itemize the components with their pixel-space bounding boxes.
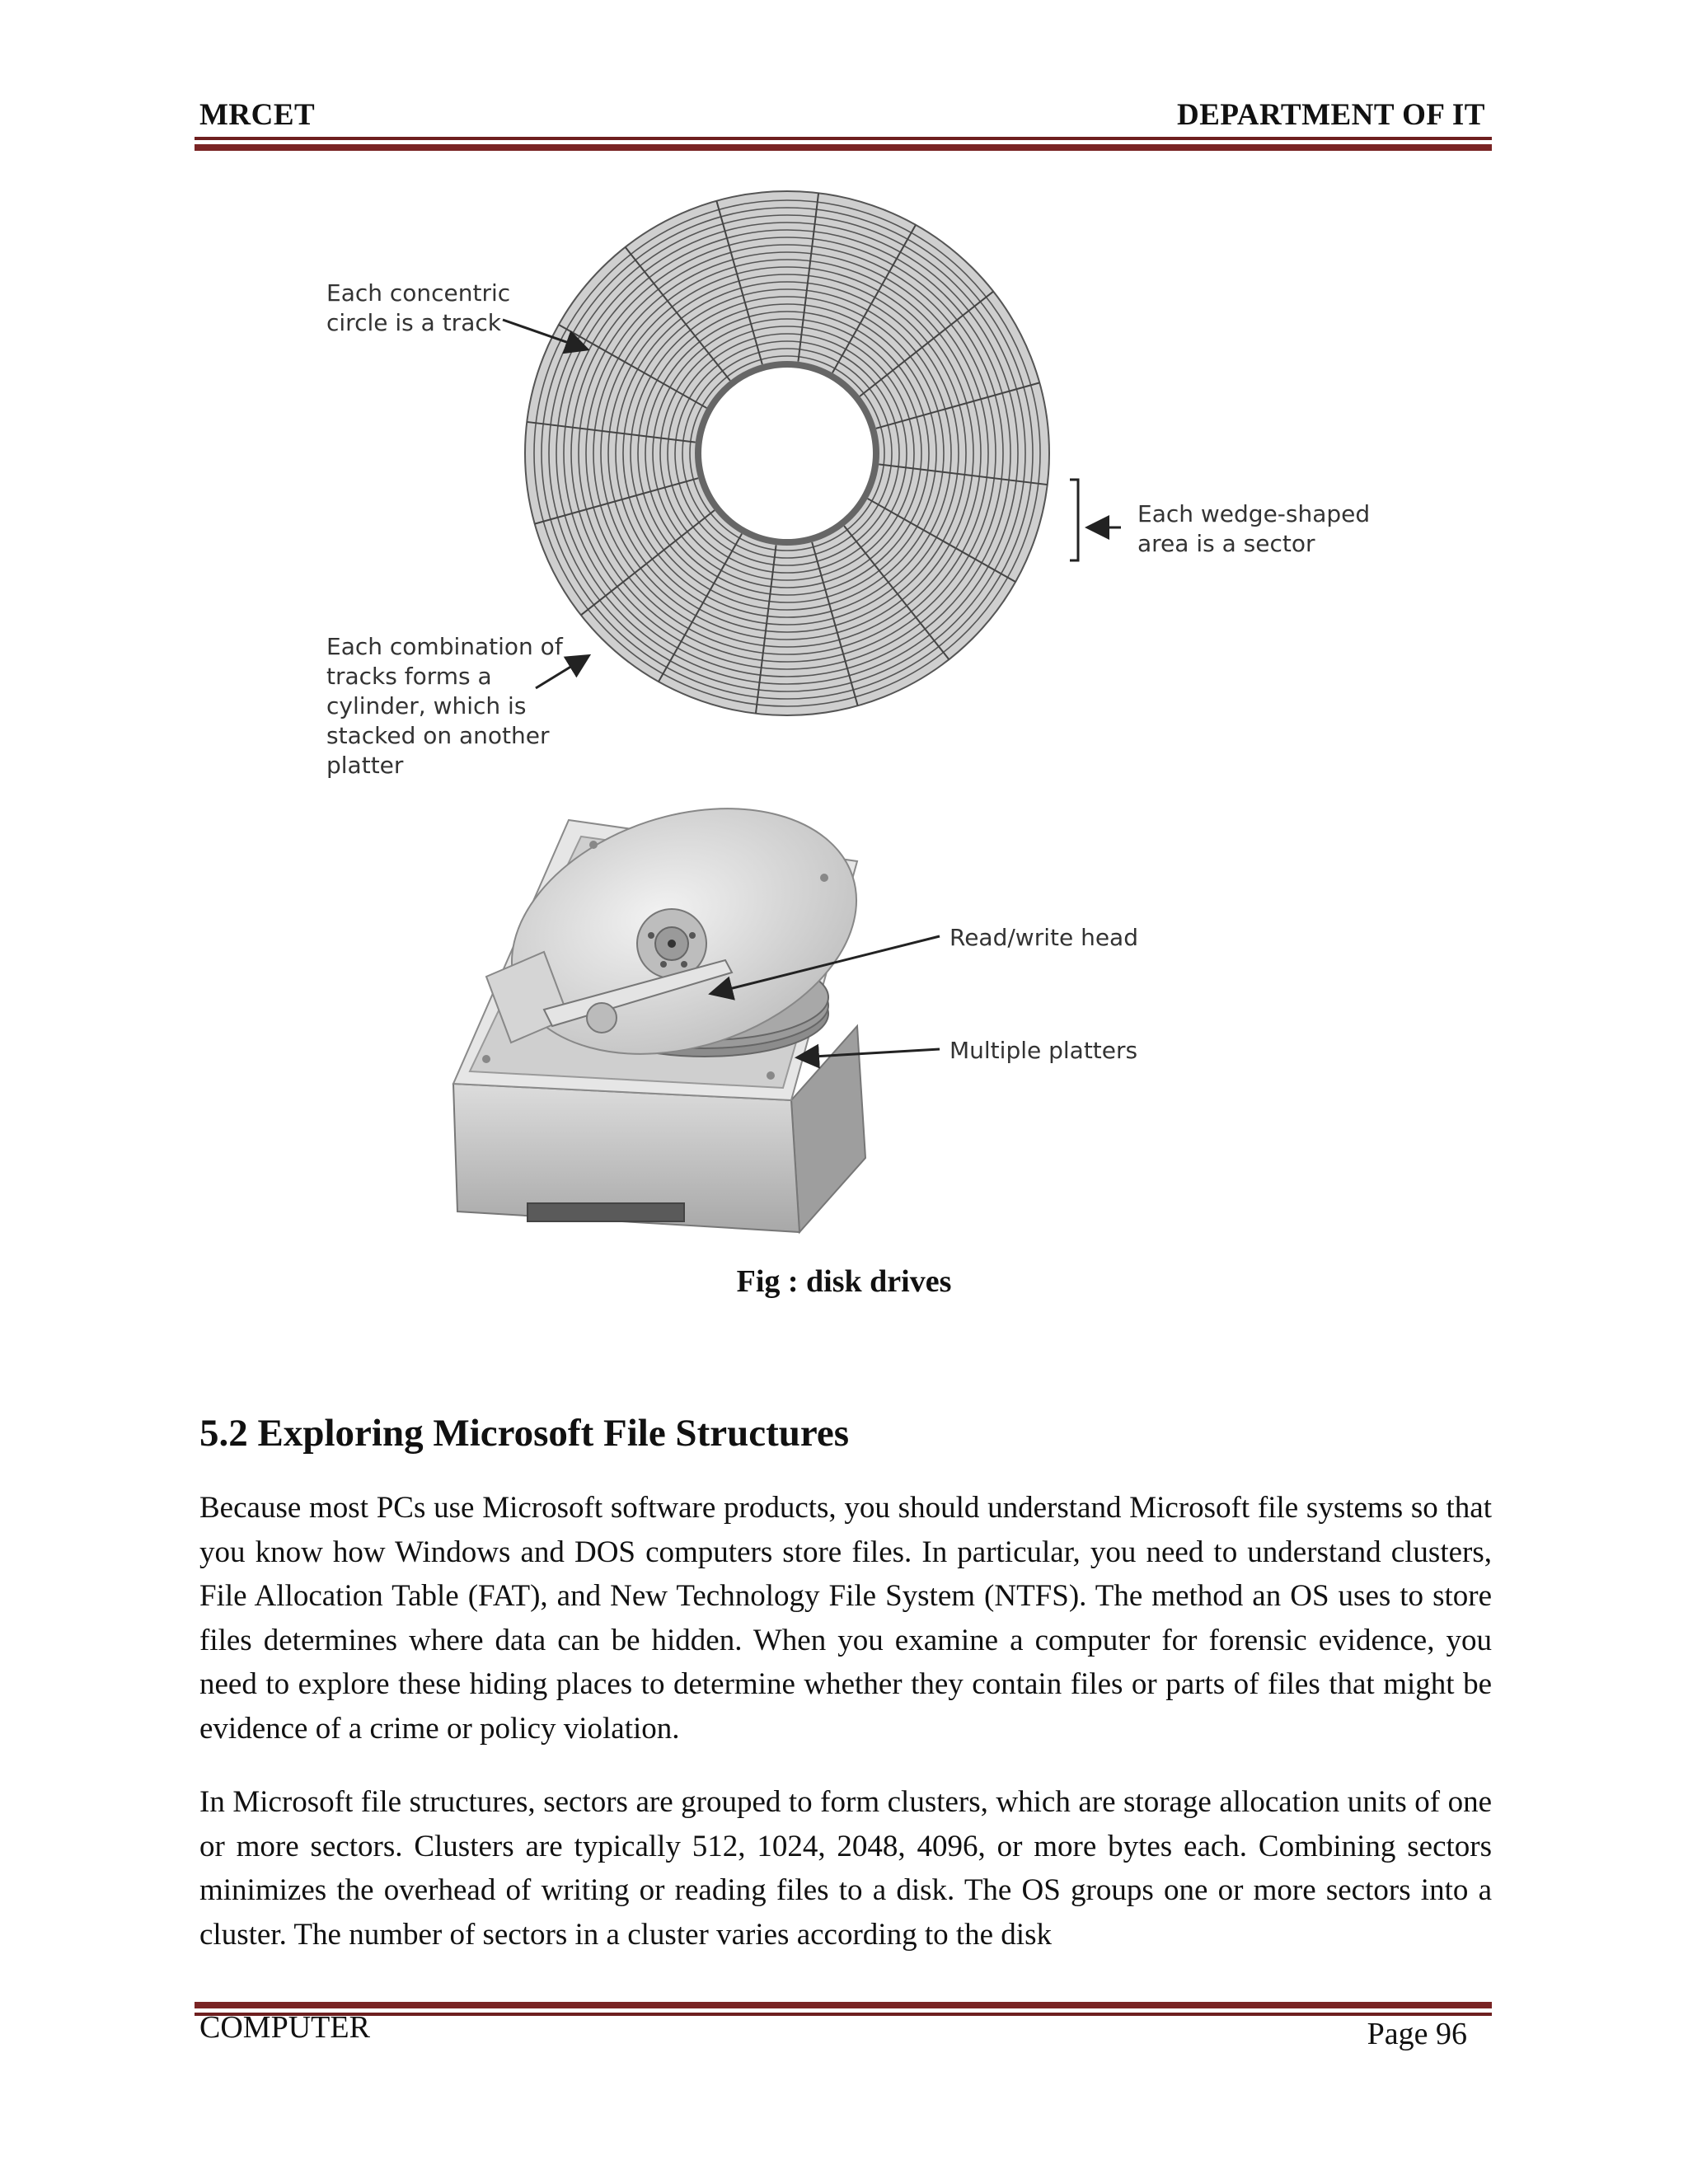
footer-left: COMPUTER: [199, 2010, 370, 2045]
header-left: MRCET: [199, 98, 316, 132]
header-right: DEPARTMENT OF IT: [1177, 98, 1485, 132]
platter-diagram: [525, 191, 1078, 715]
hard-drive-illustration: [453, 766, 889, 1232]
figure-caption: Fig : disk drives: [736, 1264, 952, 1299]
label-cylinder: Each combination of tracks forms a cylinder, which is stacked on another platter: [326, 633, 563, 779]
disk-drive-figure: [297, 185, 1385, 1240]
cylinder-arrow: [536, 657, 587, 688]
footer-rule-thin: [195, 2013, 1492, 2016]
footer-right: Page 96: [1367, 2017, 1467, 2051]
label-read-write-head: Read/write head: [950, 924, 1138, 951]
section-heading: 5.2 Exploring Microsoft File Structures: [199, 1412, 850, 1455]
label-sector: Each wedge-shaped area is a sector: [1137, 500, 1371, 557]
header-rule-thick: [195, 144, 1492, 151]
platters-arrow: [799, 1049, 940, 1057]
paragraph-1: Because most PCs use Microsoft software products, you should understand Microsoft file systems so that you know how Windows and DOS computers store files. In particular, you need to understand clusters, File Allocation Table (FAT), and New Technology File System (NTFS). The method an OS uses to store files determines where data can be hidden. When you examine a computer for forensic evidence, you need to explore these hiding places to determine whether they contain files or parts of files that might be evidence of a crime or policy violation.: [199, 1491, 1492, 1746]
label-multiple-platters: Multiple platters: [950, 1037, 1138, 1064]
sector-bracket: [1070, 480, 1078, 560]
header-rule-thin: [195, 137, 1492, 140]
footer-rule-thick: [195, 2002, 1492, 2008]
paragraph-2: In Microsoft file structures, sectors are grouped to form clusters, which are storage allocation units of one or more sectors. Clusters are typically 512, 1024, 2048, 4096, or more bytes each. Combining sectors minimizes the overhead of writing or reading files to a disk. The OS groups one or more sectors into a cluster. The number of sectors in a cluster varies according to the disk: [199, 1785, 1492, 1952]
label-track: Each concentric circle is a track: [326, 279, 511, 336]
